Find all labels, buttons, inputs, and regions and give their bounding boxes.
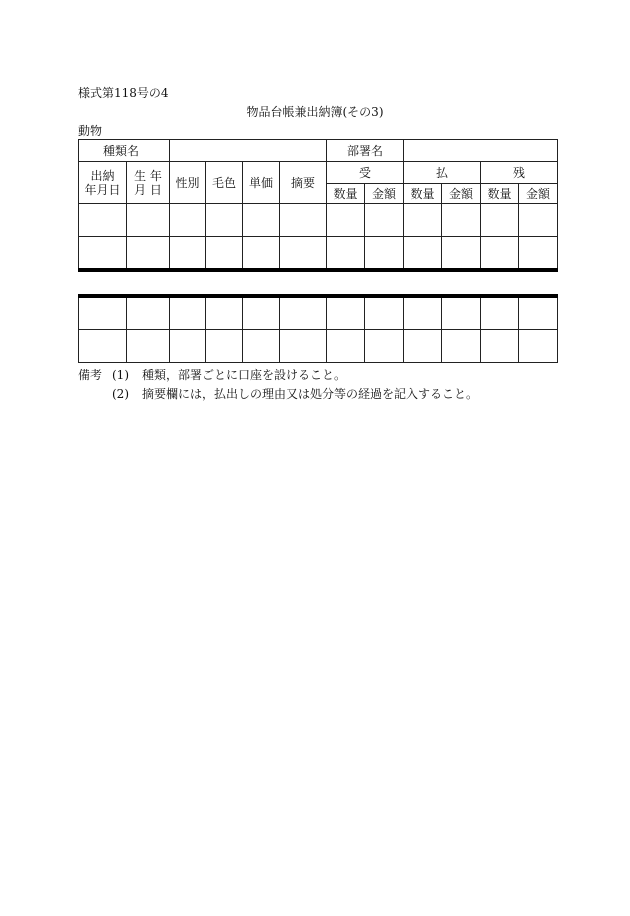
table-cell[interactable] <box>404 296 442 329</box>
table-cell[interactable] <box>519 237 558 270</box>
table-cell[interactable] <box>79 204 127 237</box>
payout-quantity-header: 数量 <box>404 184 442 204</box>
note-text: 種類，部署ごとに口座を設けること。 <box>142 368 347 382</box>
table-cell[interactable] <box>442 237 481 270</box>
table-cell[interactable] <box>327 237 365 270</box>
note-number: (2) <box>112 387 129 401</box>
table-cell[interactable] <box>79 296 127 329</box>
table-cell[interactable] <box>127 296 170 329</box>
table-cell[interactable] <box>327 296 365 329</box>
table-cell[interactable] <box>280 296 327 329</box>
table-cell[interactable] <box>481 237 519 270</box>
receive-quantity-header: 数量 <box>327 184 365 204</box>
table-cell[interactable] <box>365 204 404 237</box>
type-name-cell[interactable] <box>170 140 327 162</box>
table-cell[interactable] <box>206 329 243 362</box>
table-cell[interactable] <box>442 296 481 329</box>
summary-header: 摘要 <box>280 162 327 204</box>
table-cell[interactable] <box>519 296 558 329</box>
remaining-quantity-header: 数量 <box>481 184 519 204</box>
table-cell[interactable] <box>327 204 365 237</box>
notes-heading: 備考 <box>78 368 103 382</box>
table-cell[interactable] <box>442 329 481 362</box>
table-cell[interactable] <box>243 237 280 270</box>
table-cell[interactable] <box>79 237 127 270</box>
table-cell[interactable] <box>280 237 327 270</box>
remaining-amount-header: 金額 <box>519 184 558 204</box>
table-cell[interactable] <box>127 204 170 237</box>
type-name-label: 種類名 <box>79 140 170 162</box>
table-cell[interactable] <box>404 329 442 362</box>
remaining-header: 残 <box>481 162 558 184</box>
table-cell[interactable] <box>170 204 206 237</box>
table-cell[interactable] <box>170 329 206 362</box>
table-cell[interactable] <box>127 329 170 362</box>
table-cell[interactable] <box>206 204 243 237</box>
table-cell[interactable] <box>365 329 404 362</box>
table-cell[interactable] <box>170 237 206 270</box>
ledger-table-bottom <box>78 294 558 363</box>
ledger-table-top <box>78 139 558 272</box>
form-number: 様式第118号の4 <box>78 86 169 100</box>
note-number: (1) <box>112 368 129 382</box>
coat-color-header: 毛色 <box>206 162 243 204</box>
notes-section <box>78 366 478 404</box>
table-cell[interactable] <box>519 204 558 237</box>
table-cell[interactable] <box>404 204 442 237</box>
form-title: 物品台帳兼出納簿(その3) <box>246 105 384 119</box>
table-cell[interactable] <box>481 329 519 362</box>
table-cell[interactable] <box>327 329 365 362</box>
table-cell[interactable] <box>481 296 519 329</box>
birth-date-label-2: 月 日 <box>134 182 162 197</box>
table-cell[interactable] <box>280 204 327 237</box>
note-item <box>78 366 478 385</box>
department-name-label: 部署名 <box>327 140 404 162</box>
table-cell[interactable] <box>127 237 170 270</box>
receive-header: 受 <box>327 162 404 184</box>
payout-amount-header: 金額 <box>442 184 481 204</box>
birth-date-header <box>127 162 170 204</box>
table-row <box>79 204 558 237</box>
table-cell[interactable] <box>519 329 558 362</box>
table-cell[interactable] <box>243 329 280 362</box>
table-cell[interactable] <box>206 296 243 329</box>
table-cell[interactable] <box>243 204 280 237</box>
unit-price-header: 単価 <box>243 162 280 204</box>
table-row <box>79 329 558 362</box>
table-cell[interactable] <box>170 296 206 329</box>
table-cell[interactable] <box>442 204 481 237</box>
table-row <box>79 237 558 270</box>
out-in-date-label-1: 出納 <box>90 168 115 183</box>
category-label: 動物 <box>78 124 103 138</box>
table-cell[interactable] <box>206 237 243 270</box>
payout-header: 払 <box>404 162 481 184</box>
out-in-date-label-2: 年月日 <box>84 182 121 197</box>
table-cell[interactable] <box>404 237 442 270</box>
table-cell[interactable] <box>243 296 280 329</box>
table-cell[interactable] <box>79 329 127 362</box>
table-cell[interactable] <box>365 237 404 270</box>
note-item <box>78 385 478 404</box>
sex-header: 性別 <box>170 162 206 204</box>
receive-amount-header: 金額 <box>365 184 404 204</box>
note-text: 摘要欄には，払出しの理由又は処分等の経過を記入すること。 <box>142 387 479 401</box>
table-cell[interactable] <box>365 296 404 329</box>
table-row <box>79 296 558 329</box>
table-cell[interactable] <box>280 329 327 362</box>
birth-date-label-1: 生 年 <box>134 168 162 183</box>
table-cell[interactable] <box>481 204 519 237</box>
out-in-date-header <box>79 162 127 204</box>
department-name-cell[interactable] <box>404 140 558 162</box>
